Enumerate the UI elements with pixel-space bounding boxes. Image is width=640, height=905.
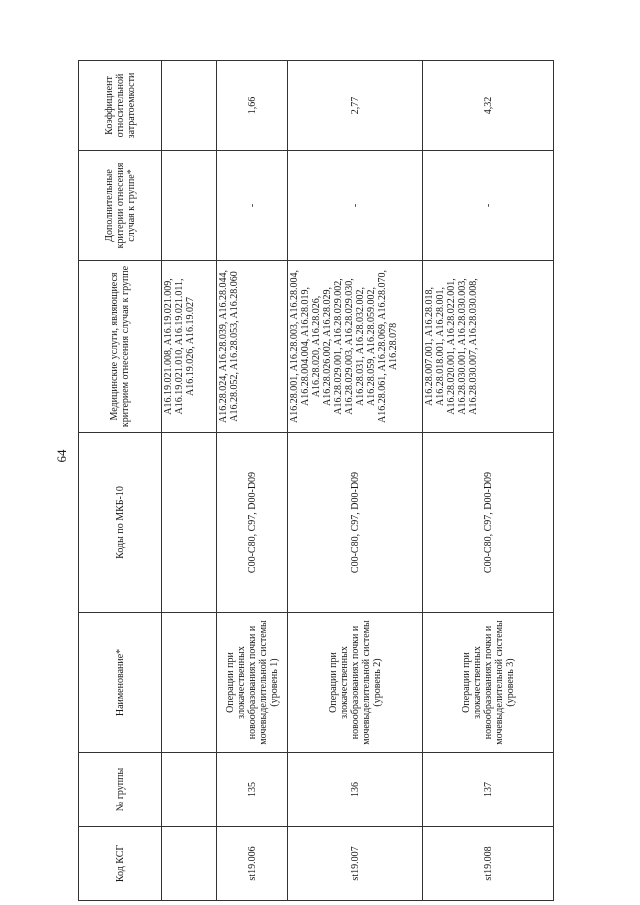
- table-row-continuation: [162, 61, 217, 901]
- cell-extra: -: [217, 151, 288, 261]
- header-code: Код КСГ: [79, 827, 162, 901]
- cell-icd: C00-C80, C97, D00-D09: [217, 433, 288, 613]
- cell-icd: [162, 433, 217, 613]
- cell-code: st19.007: [288, 827, 423, 901]
- cell-coef: 1,66: [217, 61, 288, 151]
- cell-extra: [162, 151, 217, 261]
- table-row: [217, 61, 288, 901]
- cell-name: [162, 613, 217, 753]
- header-coefficient: Коэффициент относительной затратоемкости: [79, 61, 162, 151]
- cell-coef: [162, 61, 217, 151]
- table-row: [423, 61, 554, 901]
- header-name: Наименование*: [79, 613, 162, 753]
- cell-code: st19.008: [423, 827, 554, 901]
- cell-services: A16.28.001, A16.28.003, A16.28.004, A16.28.004.004, A16.28.019, A16.28.020, A16.28.026, A16.28.026.002, A16.28.029, A16.28.029.001, A16.28.029.002, A16.28.029.003, A16.28.029.030, A16.28.031, A16.28.032.002, A16.28.059, A16.28.059.002, A16.28.061, A16.28.069, A16.28.070, A16.28.078: [288, 261, 423, 433]
- cell-code: st19.006: [217, 827, 288, 901]
- table-row: [288, 61, 423, 901]
- cell-name: Операции при злокачественных новообразованиях почки и мочевыделительной системы (уровень 3): [423, 613, 554, 753]
- cell-services: A16.19.021.008, A16.19.021.009, A16.19.021.010, A16.19.021.011, A16.19.026, A16.19.027: [162, 261, 217, 433]
- cell-number: 135: [217, 753, 288, 827]
- header-number: № группы: [79, 753, 162, 827]
- cell-extra: -: [423, 151, 554, 261]
- cell-coef: 2,77: [288, 61, 423, 151]
- table-header-row: [79, 61, 162, 901]
- cell-coef: 4,32: [423, 61, 554, 151]
- header-extra-criteria: Дополнительные критерии отнесения случая к группе*: [79, 151, 162, 261]
- cell-services: A16.28.024, A16.28.039, A16.28.044, A16.28.052, A16.28.053, A16.28.060: [217, 261, 288, 433]
- cell-code: [162, 827, 217, 901]
- cell-services: A16.28.007.001, A16.28.018, A16.28.018.001, A16.28.001, A16.28.020.001, A16.28.022.001, A16.28.030.001, A16.28.030.003, A16.28.030.007, A16.28.030.008,: [423, 261, 554, 433]
- page-number: 64: [54, 449, 69, 463]
- cell-name: Операции при злокачественных новообразованиях почки и мочевыделительной системы (уровень 2): [288, 613, 423, 753]
- ksg-table-wrapper: [78, 61, 598, 901]
- cell-number: 136: [288, 753, 423, 827]
- header-icd: Коды по МКБ-10: [79, 433, 162, 613]
- cell-icd: C00-C80, C97, D00-D09: [288, 433, 423, 613]
- header-services: Медицинские услуги, являющиеся критерием отнесения случая к группе: [79, 261, 162, 433]
- cell-icd: C00-C80, C97, D00-D09: [423, 433, 554, 613]
- cell-name: Операции при злокачественных новообразованиях почки и мочевыделительной системы (уровень 1): [217, 613, 288, 753]
- cell-number: [162, 753, 217, 827]
- cell-extra: -: [288, 151, 423, 261]
- ksg-table: [78, 60, 554, 901]
- cell-number: 137: [423, 753, 554, 827]
